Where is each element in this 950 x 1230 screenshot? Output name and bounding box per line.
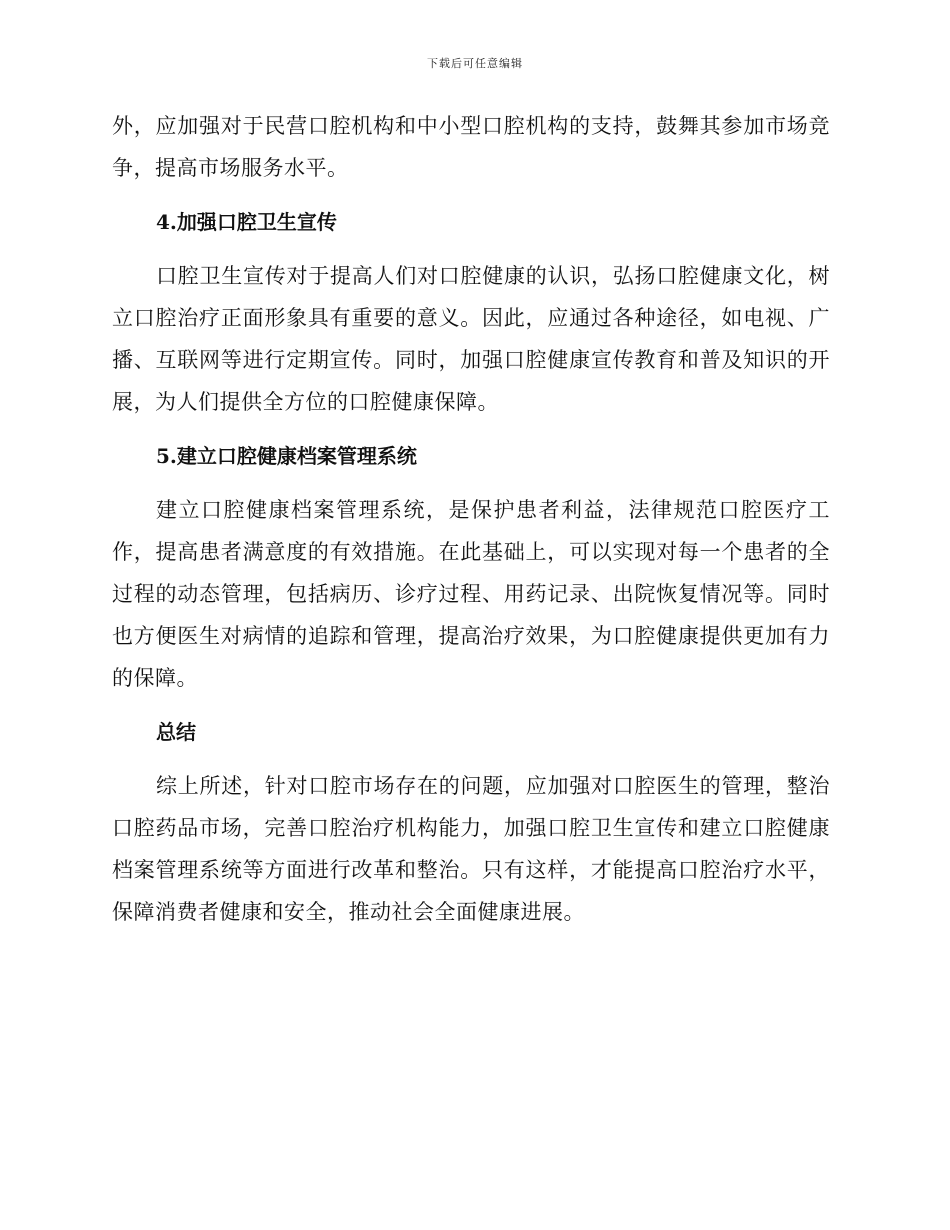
section-heading-5: 5.建立口腔健康档案管理系统	[156, 444, 417, 468]
paragraph-health-records-system: 建立口腔健康档案管理系统，是保护患者利益，法律规范口腔医疗工作，提高患者满意度的有效措施。在此基础上，可以实现对每一个患者的全过程的动态管理，包括病历、诊疗过程、用药记录、出院恢复情况等。同时也方便医生对病情的追踪和管理，提高治疗效果，为口腔健康提供更加有力的保障。	[112, 498, 830, 690]
document-body	[112, 105, 830, 933]
paragraph-oral-hygiene-promotion: 口腔卫生宣传对于提高人们对口腔健康的认识，弘扬口腔健康文化，树立口腔治疗正面形象具有重要的意义。因此，应通过各种途径，如电视、广播、互联网等进行定期宣传。同时，加强口腔健康宣传教育和普及知识的开展，为人们提供全方位的口腔健康保障。	[112, 264, 830, 414]
section-heading-4: 4.加强口腔卫生宣传	[156, 210, 337, 234]
section-heading-summary: 总结	[156, 720, 196, 744]
page-header: 下载后可任意编辑	[427, 57, 523, 70]
paragraph-summary: 综上所述，针对口腔市场存在的问题，应加强对口腔医生的管理，整治口腔药品市场，完善口腔治疗机构能力，加强口腔卫生宣传和建立口腔健康档案管理系统等方面进行改革和整治。只有这样，才能提高口腔治疗水平，保障消费者健康和安全，推动社会全面健康进展。	[112, 774, 830, 924]
paragraph-continuation: 外，应加强对于民营口腔机构和中小型口腔机构的支持，鼓舞其参加市场竞争，提高市场服务水平。	[112, 114, 830, 180]
